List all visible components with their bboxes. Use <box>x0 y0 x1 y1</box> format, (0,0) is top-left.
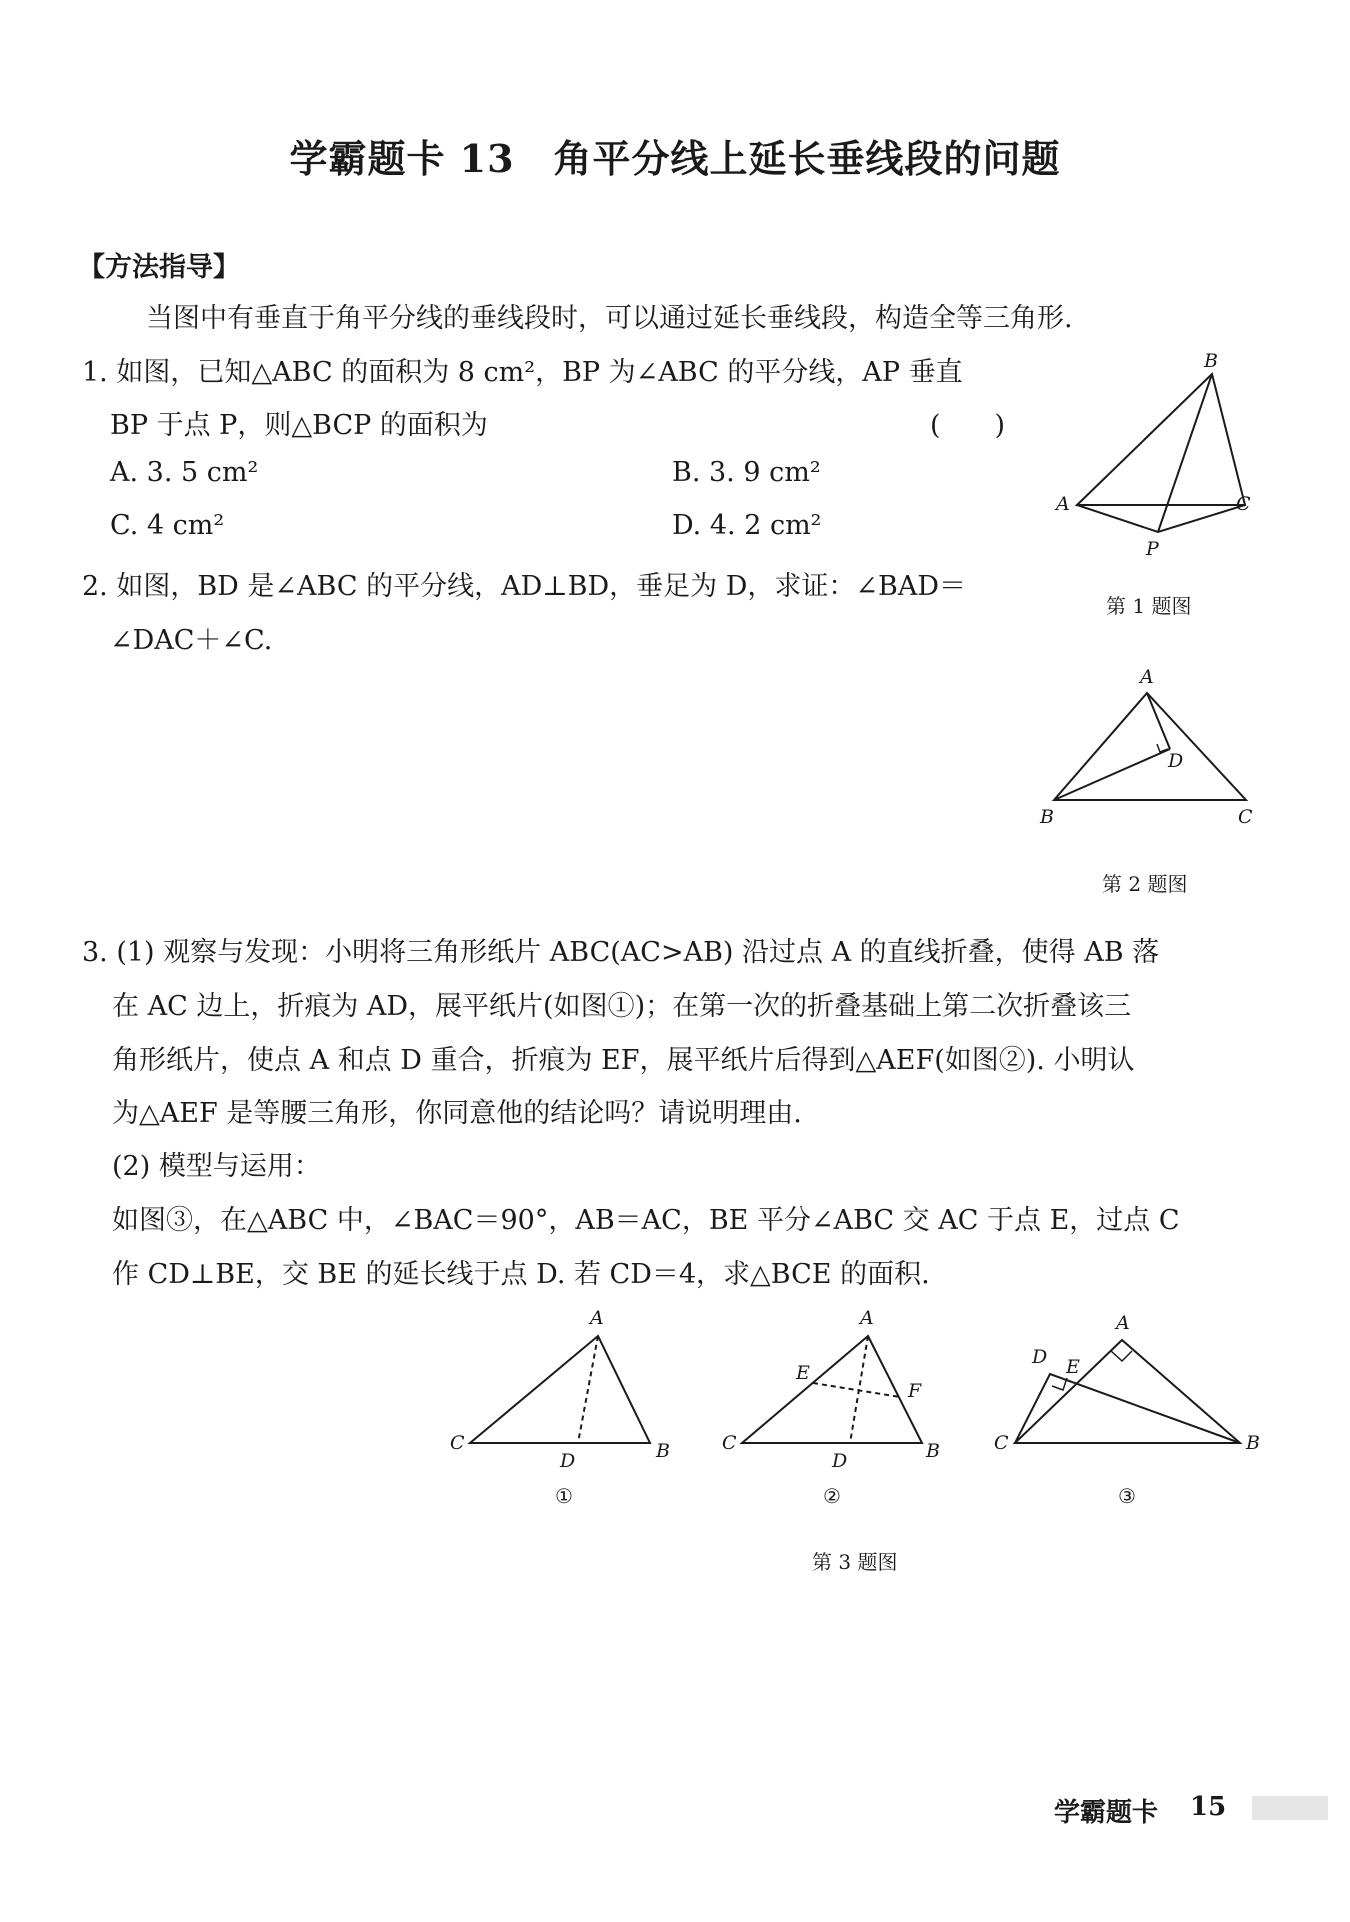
q1-triangle-abc <box>1077 374 1245 505</box>
q3-fig3-triangle <box>1015 1340 1240 1443</box>
q1-option-a: A. 3. 5 cm² <box>110 457 259 488</box>
q1-segments-ap-pc <box>1077 505 1245 532</box>
q2-segment-ad <box>1147 693 1170 749</box>
q3-fig1-label-a: A <box>590 1307 604 1329</box>
q3-fig2-label-a: A <box>860 1307 874 1329</box>
q3-fig3-label-c: C <box>994 1432 1009 1454</box>
section-heading: 【方法指导】 <box>78 252 240 283</box>
q2-line-2: ∠DAC＋∠C. <box>110 625 273 656</box>
q2-label-a: A <box>1140 666 1154 688</box>
q3-line-5: (2) 模型与运用： <box>112 1151 321 1182</box>
q1-option-d: D. 4. 2 cm² <box>672 510 822 541</box>
q3-sub-caption-1: ① <box>555 1484 573 1508</box>
q3-sub-caption-3: ③ <box>1118 1484 1136 1508</box>
q1-option-c: C. 4 cm² <box>110 510 225 541</box>
q2-label-d: D <box>1168 750 1184 772</box>
q3-line-1: 3. (1) 观察与发现：小明将三角形纸片 ABC(AC>AB) 沿过点 A 的直线折叠，使得 AB 落 <box>82 937 1160 968</box>
q2-label-c: C <box>1238 806 1253 828</box>
page-number: 15 <box>1190 1792 1227 1822</box>
q3-fig2-label-e: E <box>796 1362 810 1384</box>
q3-fig3-label-d: D <box>1032 1346 1048 1368</box>
q3-fig2-crease-ad <box>850 1336 868 1443</box>
q2-caption: 第 2 题图 <box>1102 872 1188 896</box>
q3-fig1-label-d: D <box>560 1450 576 1472</box>
q1-label-c: C <box>1236 493 1251 515</box>
q3-fig2-crease-ef <box>813 1383 900 1397</box>
q3-fig1-label-c: C <box>450 1432 465 1454</box>
intro-text: 当图中有垂直于角平分线的垂线段时，可以通过延长垂线段，构造全等三角形. <box>146 303 1073 334</box>
q2-segment-bd <box>1054 749 1170 800</box>
q1-label-a: A <box>1056 493 1070 515</box>
q3-fig2-label-f: F <box>908 1380 922 1402</box>
q3-fig2-label-b: B <box>926 1440 940 1462</box>
q1-option-b: B. 3. 9 cm² <box>672 457 821 488</box>
q3-fig3-right-angle-d <box>1052 1378 1067 1390</box>
footer-label: 学霸题卡 <box>1054 1798 1159 1828</box>
q3-fig1-label-b: B <box>656 1440 670 1462</box>
q3-line-3: 角形纸片，使点 A 和点 D 重合，折痕为 EF，展平纸片后得到△AEF(如图②). 小明认 <box>112 1045 1135 1076</box>
q3-fig3-segments-bd-dc <box>1015 1374 1240 1443</box>
page-title: 学霸题卡 13 角平分线上延长垂线段的问题 <box>289 136 1061 181</box>
q3-caption: 第 3 题图 <box>812 1550 898 1574</box>
q1-label-b: B <box>1204 350 1218 372</box>
q3-line-7: 作 CD⊥BE，交 BE 的延长线于点 D. 若 CD＝4，求△BCE 的面积. <box>112 1259 930 1290</box>
q3-line-2: 在 AC 边上，折痕为 AD，展平纸片(如图①)；在第一次的折叠基础上第二次折叠该三 <box>112 991 1132 1022</box>
q2-triangle-abc <box>1054 693 1246 800</box>
q1-line-2: BP 于点 P，则△BCP 的面积为 <box>110 410 488 441</box>
page-edge-tab <box>1252 1796 1328 1820</box>
q3-fig2-label-d: D <box>832 1450 848 1472</box>
q3-fig1-crease-ad <box>578 1336 598 1443</box>
q3-line-6: 如图③，在△ABC 中，∠BAC＝90°，AB＝AC，BE 平分∠ABC 交 AC 于点 E，过点 C <box>112 1205 1180 1236</box>
q2-label-b: B <box>1040 806 1054 828</box>
q3-fig2-label-c: C <box>722 1432 737 1454</box>
q3-fig2-triangle <box>742 1336 922 1443</box>
q3-fig3-label-a: A <box>1116 1312 1130 1334</box>
q2-right-angle-mark <box>1157 744 1168 752</box>
q3-fig1-triangle <box>470 1336 650 1443</box>
q3-fig3-label-b: B <box>1246 1432 1260 1454</box>
q3-sub-caption-2: ② <box>823 1484 841 1508</box>
q3-line-4: 为△AEF 是等腰三角形，你同意他的结论吗？请说明理由. <box>112 1098 802 1129</box>
q3-fig3-right-angle-a <box>1111 1351 1132 1361</box>
q1-answer-paren: ( ) <box>930 410 1006 441</box>
q1-segment-bp <box>1158 374 1212 532</box>
q2-line-1: 2. 如图，BD 是∠ABC 的平分线，AD⊥BD，垂足为 D，求证：∠BAD＝ <box>82 571 966 602</box>
q3-fig3-label-e: E <box>1066 1356 1080 1378</box>
q1-line-1: 1. 如图，已知△ABC 的面积为 8 cm²，BP 为∠ABC 的平分线，AP 垂直 <box>82 357 963 388</box>
q1-label-p: P <box>1146 538 1159 560</box>
q1-caption: 第 1 题图 <box>1106 594 1192 618</box>
